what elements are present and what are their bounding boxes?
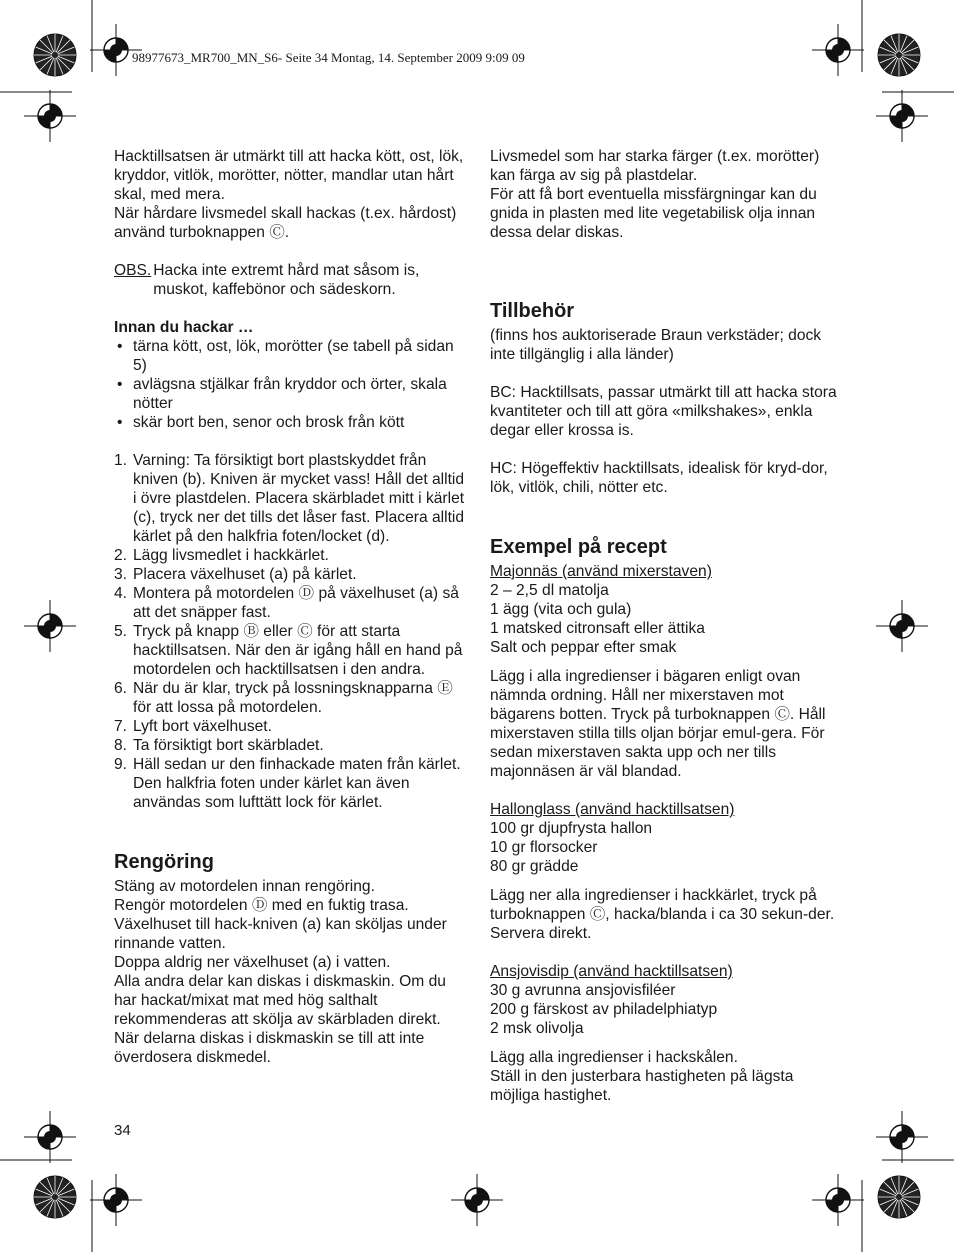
prep-list [114, 337, 466, 432]
list-item: 9. Häll sedan ur den finhackade maten från kärlet. Den halkfria foten under kärlet kan även användas som lufttätt lock för kärlet. [114, 756, 461, 811]
steps-list [114, 451, 466, 812]
list-item: 4. Montera på motordelen Ⓓ på växelhuset (a) så att det snäpper fast. [114, 585, 459, 621]
list-item: 7. Lyft bort växelhuset. [114, 718, 272, 735]
page-number: 34 [114, 1122, 131, 1139]
ingredient: 2 – 2,5 dl matolja [490, 582, 609, 599]
list-item: 6. När du är klar, tryck på lossningsknapparna Ⓔ för att lossa på motordelen. [114, 680, 453, 716]
cleaning-paragraph: Alla andra delar kan diskas i diskmaskin. Om du har hackat/mixat mat med hög salthalt rekommenderas att skölja av skärbladen direkt. När delarna diskas i diskmaskin se till att inte överdosera diskmedel. [114, 973, 446, 1066]
list-item: • avlägsna stjälkar från kryddor och örter, skala nötter [114, 375, 466, 413]
ingredient: 200 g färskost av philadelphiatyp [490, 1001, 718, 1018]
intro-paragraph: När hårdare livsmedel skall hackas (t.ex. hårdost) använd turboknappen Ⓒ. [114, 205, 457, 241]
ingredient: 10 gr florsocker [490, 839, 598, 856]
accessory-hc: HC: Högeffektiv hacktillsats, idealisk för kryd-dor, lök, vitlök, chili, nötter etc. [490, 460, 828, 496]
recipe-method: Lägg ner alla ingredienser i hackkärlet, tryck på turboknappen Ⓒ, hacka/blanda i ca 30 sekun-der. Servera direkt. [490, 887, 835, 942]
cleaning-paragraph: Stäng av motordelen innan rengöring. [114, 878, 375, 895]
obs-note [114, 261, 466, 299]
obs-label: OBS. [114, 262, 152, 279]
ingredient: 1 matsked citronsaft eller ättika [490, 620, 705, 637]
right-column [490, 147, 842, 1105]
list-item: 2. Lägg livsmedlet i hackkärlet. [114, 547, 329, 564]
recipe-method: Lägg alla ingredienser i hackskålen. [490, 1049, 738, 1066]
cleaning-paragraph: Rengör motordelen Ⓓ med en fuktig trasa. [114, 897, 409, 914]
list-item: 5. Tryck på knapp Ⓑ eller Ⓒ för att starta hacktillsatsen. När den är igång håll en hand på motordelen och hacktillsatsen i den andra. [114, 623, 463, 678]
cleaning-paragraph: Doppa aldrig ner växelhuset (a) i vatten. [114, 954, 391, 971]
ingredient: 2 msk olivolja [490, 1020, 584, 1037]
accessories-heading: Tillbehör [490, 300, 575, 322]
intro-paragraph: Livsmedel som har starka färger (t.ex. morötter) kan färga av sig på plastdelar. [490, 148, 820, 184]
list-item: • tärna kött, ost, lök, morötter (se tabell på sidan 5) [114, 337, 466, 375]
accessory-bc: BC: Hacktillsats, passar utmärkt till att hacka stora kvantiteter och till att göra «milkshakes», enkla degar eller krossa is. [490, 384, 837, 439]
list-item: • skär bort ben, senor och brosk från kött [114, 413, 466, 432]
ingredient: 100 gr djupfrysta hallon [490, 820, 653, 837]
print-header: 98977673_MR700_MN_S6- Seite 34 Montag, 14. September 2009 9:09 09 [132, 50, 525, 65]
list-item: 3. Placera växelhuset (a) på kärlet. [114, 566, 357, 583]
recipe-method: Ställ in den justerbara hastigheten på lägsta möjliga hastighet. [490, 1068, 794, 1104]
left-column [114, 147, 466, 1067]
list-item: 8. Ta försiktigt bort skärbladet. [114, 737, 324, 754]
obs-text: Hacka inte extremt hård mat såsom is, muskot, kaffebönor och sädeskorn. [153, 262, 420, 298]
accessories-note: (finns hos auktoriserade Braun verkstäder; dock inte tillgänglig i alla länder) [490, 327, 822, 363]
cleaning-paragraph: Växelhuset till hack-kniven (a) kan sköljas under rinnande vatten. [114, 916, 447, 952]
intro-paragraph: Hacktillsatsen är utmärkt till att hacka kött, ost, lök, kryddor, vitlök, morötter, nötter, mandlar utan hårt skal, med mera. [114, 148, 464, 203]
ingredient: 80 gr grädde [490, 858, 579, 875]
recipe-method: Lägg i alla ingredienser i bägaren enligt ovan nämnda ordning. Håll ner mixerstaven mot bägarens botten. Tryck på turboknappen Ⓒ. Håll mixerstaven stilla tills oljan börjar emul-gera. För sedan mixerstaven sakta upp och ner tills majonnäsen är väl blandad. [490, 668, 826, 780]
recipes-heading: Exempel på recept [490, 536, 667, 558]
cleaning-heading: Rengöring [114, 851, 214, 873]
recipe-title: Hallonglass (använd hacktillsatsen) [490, 801, 735, 818]
before-heading: Innan du hackar … [114, 319, 254, 336]
ingredient: 1 ägg (vita och gula) [490, 601, 632, 618]
ingredient: 30 g avrunna ansjovisfiléer [490, 982, 676, 999]
ingredient: Salt och peppar efter smak [490, 639, 677, 656]
list-item: 1. Varning: Ta försiktigt bort plastskyddet från kniven (b). Kniven är mycket vass! Håll det alltid i övre plastdelen. Placera skärbladet mitt i kärlet (c), tryck ner det tills det låser fast. Placera alltid kärlet på den halkfria foten/locket (d). [114, 452, 465, 545]
intro-paragraph: För att få bort eventuella missfärgningar kan du gnida in plasten med lite vegetabilisk olja innan dessa delar diskas. [490, 186, 817, 241]
recipe-title: Majonnäs (använd mixerstaven) [490, 563, 712, 580]
recipe-title: Ansjovisdip (använd hacktillsatsen) [490, 963, 733, 980]
